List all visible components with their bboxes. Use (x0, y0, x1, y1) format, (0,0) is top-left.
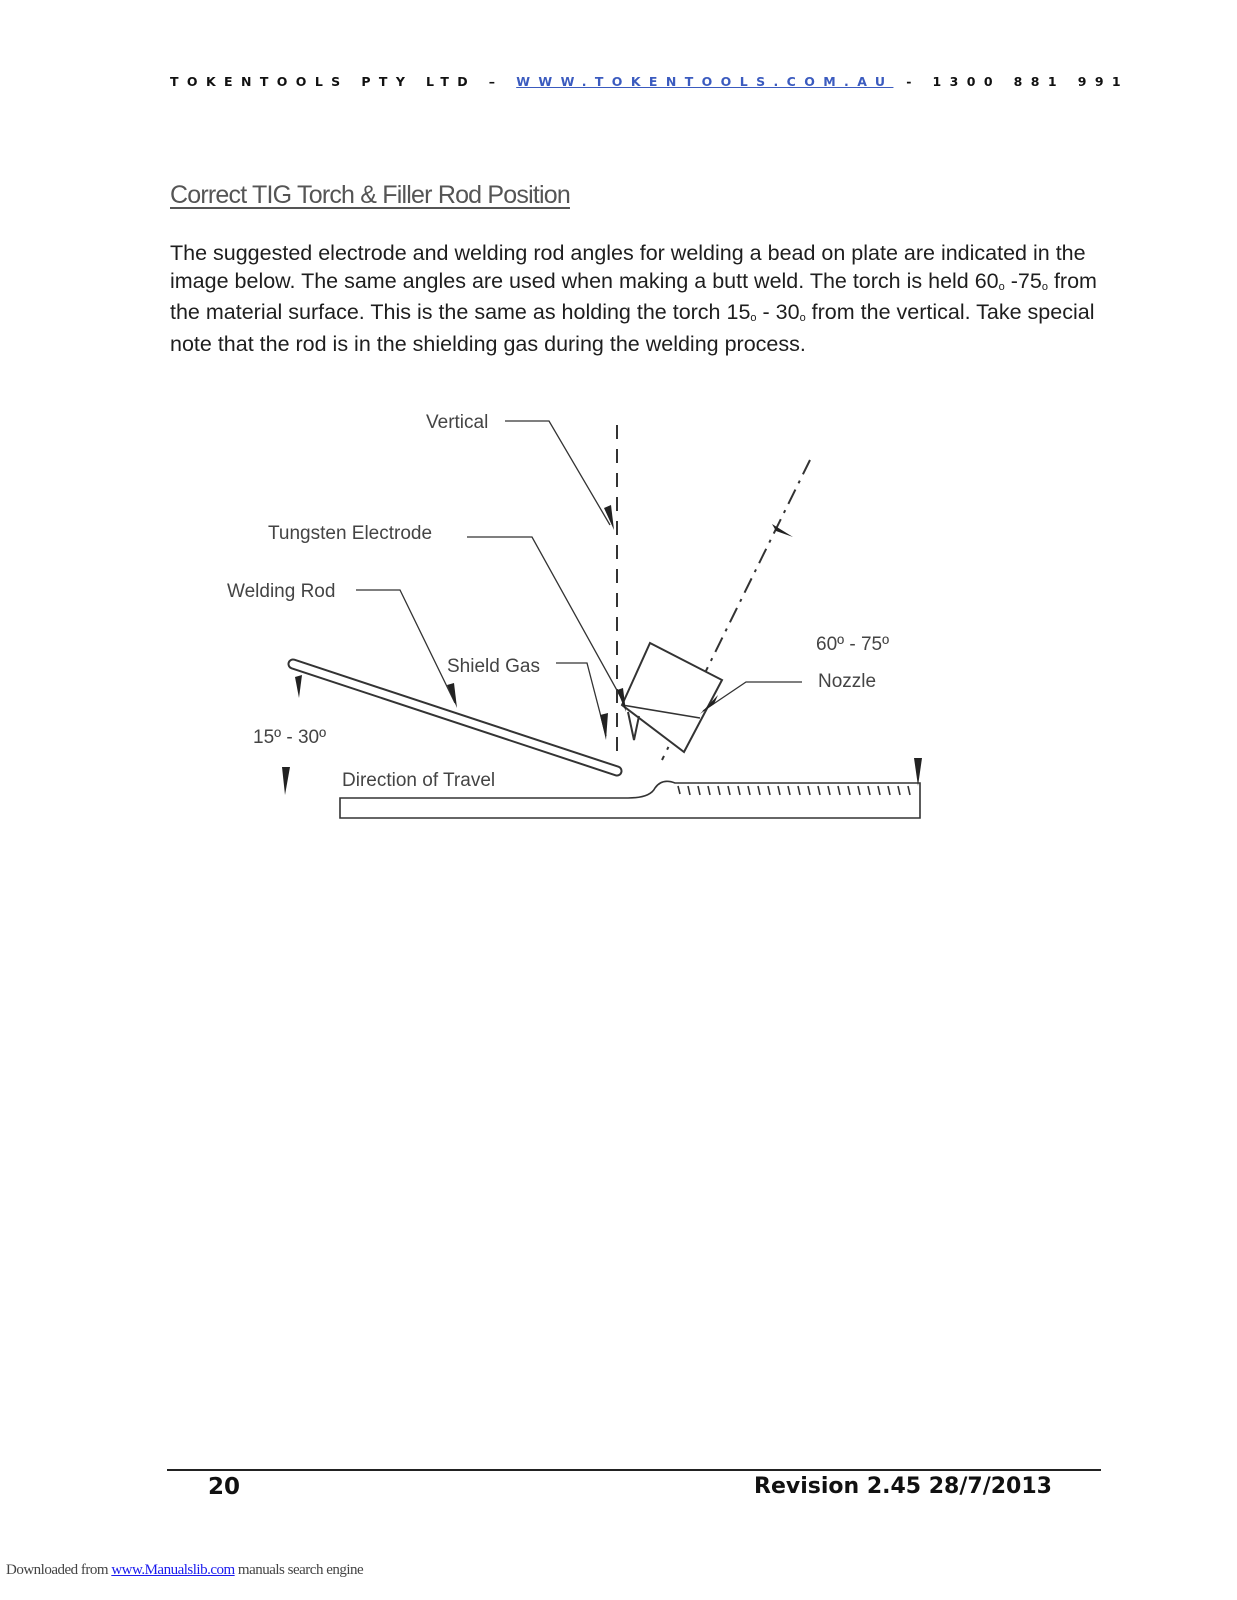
label-rod-angle: 15º - 30º (253, 727, 327, 748)
label-vertical: Vertical (426, 412, 489, 433)
degree-mark: o (998, 280, 1005, 293)
welding-rod-inner (293, 664, 617, 771)
degree-mark: o (799, 312, 806, 325)
header-phone: - 1300 881 991 (893, 74, 1130, 89)
plate-edge-arrowhead (914, 758, 922, 786)
label-torch-angle: 60º - 75º (816, 634, 890, 655)
vertical-leader (505, 421, 610, 525)
torch-nozzle (622, 643, 722, 752)
manualslib-link[interactable]: www.Manualslib.com (111, 1562, 235, 1578)
degree-mark: o (750, 312, 757, 325)
label-tungsten-electrode: Tungsten Electrode (268, 523, 433, 544)
label-welding-rod: Welding Rod (227, 581, 336, 602)
rod-angle-arrowhead-lower (282, 767, 290, 795)
page-number: 20 (208, 1474, 241, 1500)
label-nozzle: Nozzle (818, 671, 877, 692)
degree-mark: o (1041, 280, 1048, 293)
shield-gas-leader (556, 663, 606, 736)
download-source: Downloaded from www.Manualslib.com manuals search engine (6, 1562, 364, 1578)
electrode-leader (467, 537, 624, 703)
header-url-link[interactable]: WWW.TOKENTOOLS.COM.AU (516, 74, 894, 89)
welding-rod-arrowhead (447, 683, 457, 708)
revision-info: Revision 2.45 28/7/2013 (754, 1474, 1052, 1499)
section-title: Correct TIG Torch & Filler Rod Position (170, 181, 570, 209)
header-company: TOKENTOOLS PTY LTD – (170, 74, 517, 89)
label-direction-of-travel: Direction of Travel (342, 770, 496, 791)
rod-angle-arrowhead-upper (295, 675, 302, 698)
body-paragraph: The suggested electrode and welding rod angles for welding a bead on plate are indicated in the image below. The same angles are used when making a butt weld. The torch is held 60o -75o from the material surface. This is the same as holding the torch 15o - 30o from the vertical. Take special note that the rod is in the shielding gas during the welding process. (170, 241, 1097, 356)
footer-rule (167, 1469, 1101, 1471)
shield-gas-arrowhead (600, 713, 608, 740)
label-shield-gas: Shield Gas (447, 656, 540, 677)
